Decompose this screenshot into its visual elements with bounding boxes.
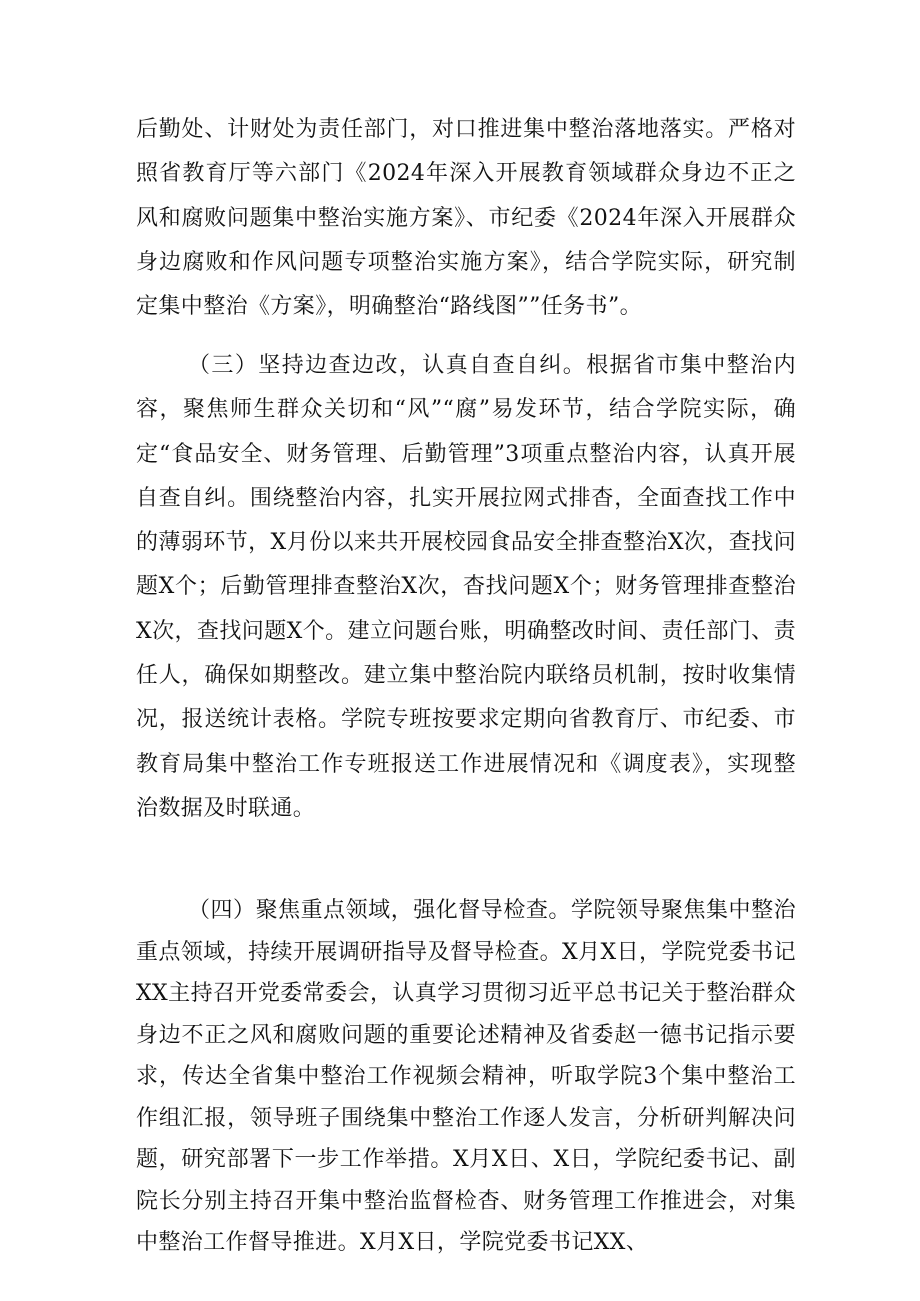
paragraph-supervision: （四）聚焦重点领域，强化督导检查。学院领导聚焦集中整治重点领域，持续开展调研指导及督导检查。X月X日，学院党委书记XX主持召开党委常委会，认真学习贯彻习近平总书记关于整治群众身边不正之风和腐败问题的重要论述精神及省委赵一德书记指示要求，传达全省集中整治工作视频会精神，听取学院3个集中整治工作组汇报，领导班子围绕集中整治工作逐人发言，分析研判解决问题，研究部署下一步工作举措。X月X日、X日，学院纪委书记、副院长分别主持召开集中整治监督检杳、财务管理工作推进会，对集中整治工作督导推进。X月X日，学院党委书记XX、 — [136, 898, 796, 1255]
paragraph-self-inspection: （三）坚持边查边改，认真自查自纠。根据省市集中整治内容，聚焦师生群众关切和“风”“腐”易发环节，结合学院实际，确定“食品安全、财务管理、后勤管理”3项重点整治内容，认真开展自查自纠。围绕整治内容，扎实开展拉网式排杳，全面查找工作中的薄弱环节，X月份以来共开展校园食品安全排查整治X次，查找问题X个；后勤管理排查整治X次，杳找问题X个；财务管理排查整治X次，查找问题X个。建立问题台账，明确整改时间、责任部门、责任人，确保如期整改。建立集中整治院内联络员机制，按时收集情况，报送统计表格。学院专班按要求定期向省教育厅、市纪委、市教育局集中整治工作专班报送工作进展情况和《调度表》，实现整治数据及时联通。 — [136, 353, 796, 821]
paragraph-responsibility: 后勤处、计财处为责任部门，对口推进集中整治落地落实。严格对照省教育厅等六部门《2024年深入开展教育领域群众身边不正之风和腐败问题集中整治实施方案》、市纪委《2024年深入开展群众身边腐败和作风问题专项整治实施方案》，结合学院实际，研究制定集中整治《方案》，明确整治“路线图””任务书”。 — [136, 117, 796, 320]
